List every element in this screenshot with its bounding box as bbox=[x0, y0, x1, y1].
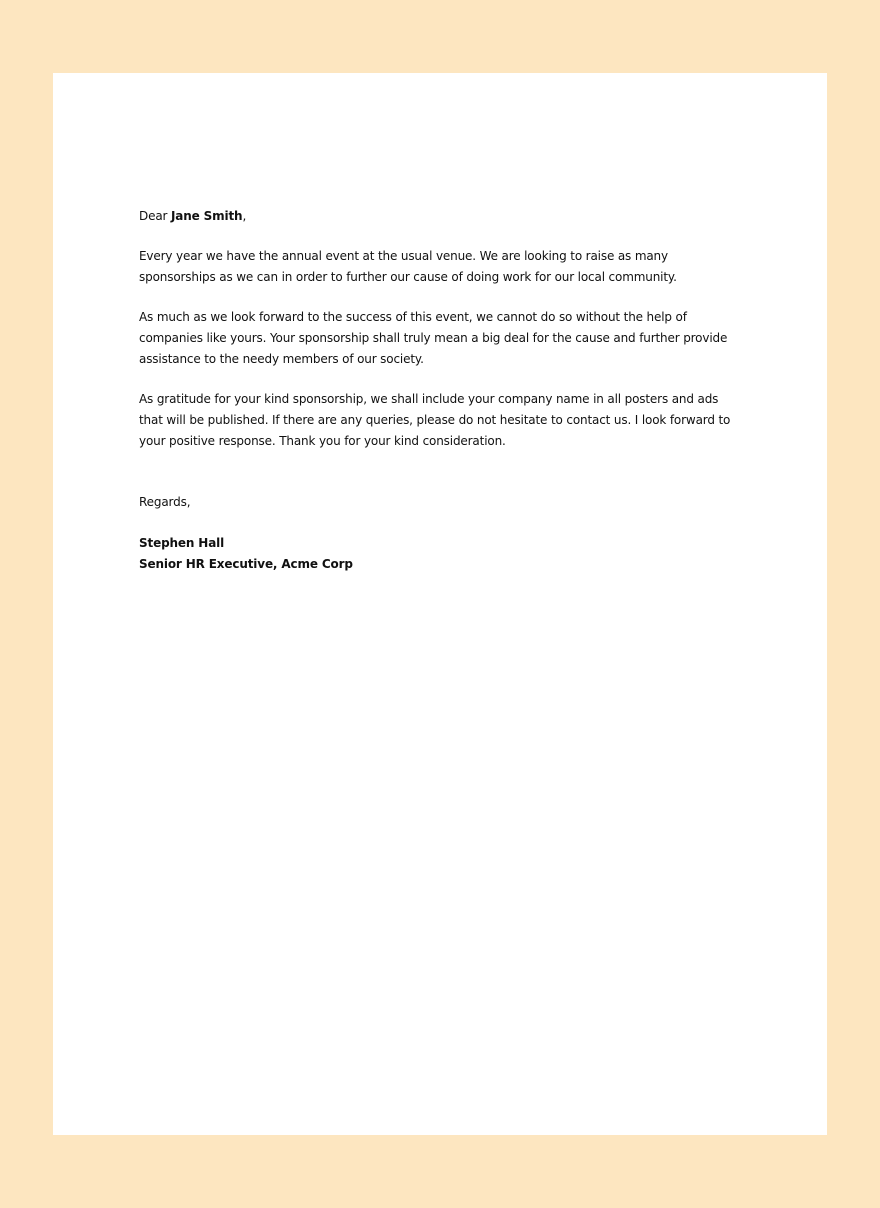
letter-body bbox=[139, 206, 739, 575]
salutation bbox=[139, 206, 739, 227]
paragraph-3: As gratitude for your kind sponsorship, we shall include your company name in all posters and ads that will be published. If there are any queries, please do not hesitate to contact us. I look forward to your positive response. Thank you for your kind consideration. bbox=[139, 392, 731, 448]
recipient-name: Jane Smith bbox=[170, 209, 243, 223]
paragraph-1: Every year we have the annual event at the usual venue. We are looking to raise as many sponsorships as we can in order to further our cause of doing work for our local community. bbox=[139, 249, 677, 284]
salutation-prefix: Dear bbox=[139, 209, 168, 223]
paragraph-2: As much as we look forward to the success of this event, we cannot do so without the help of companies like yours. Your sponsorship shall truly mean a big deal for the cause and further provide assistance to the needy members of our society. bbox=[139, 310, 728, 366]
letter-page bbox=[53, 73, 827, 1135]
signer-title: Senior HR Executive, Acme Corp bbox=[139, 557, 353, 571]
salutation-comma: , bbox=[242, 209, 247, 223]
signer-name: Stephen Hall bbox=[139, 536, 225, 550]
closing: Regards, bbox=[139, 495, 191, 509]
